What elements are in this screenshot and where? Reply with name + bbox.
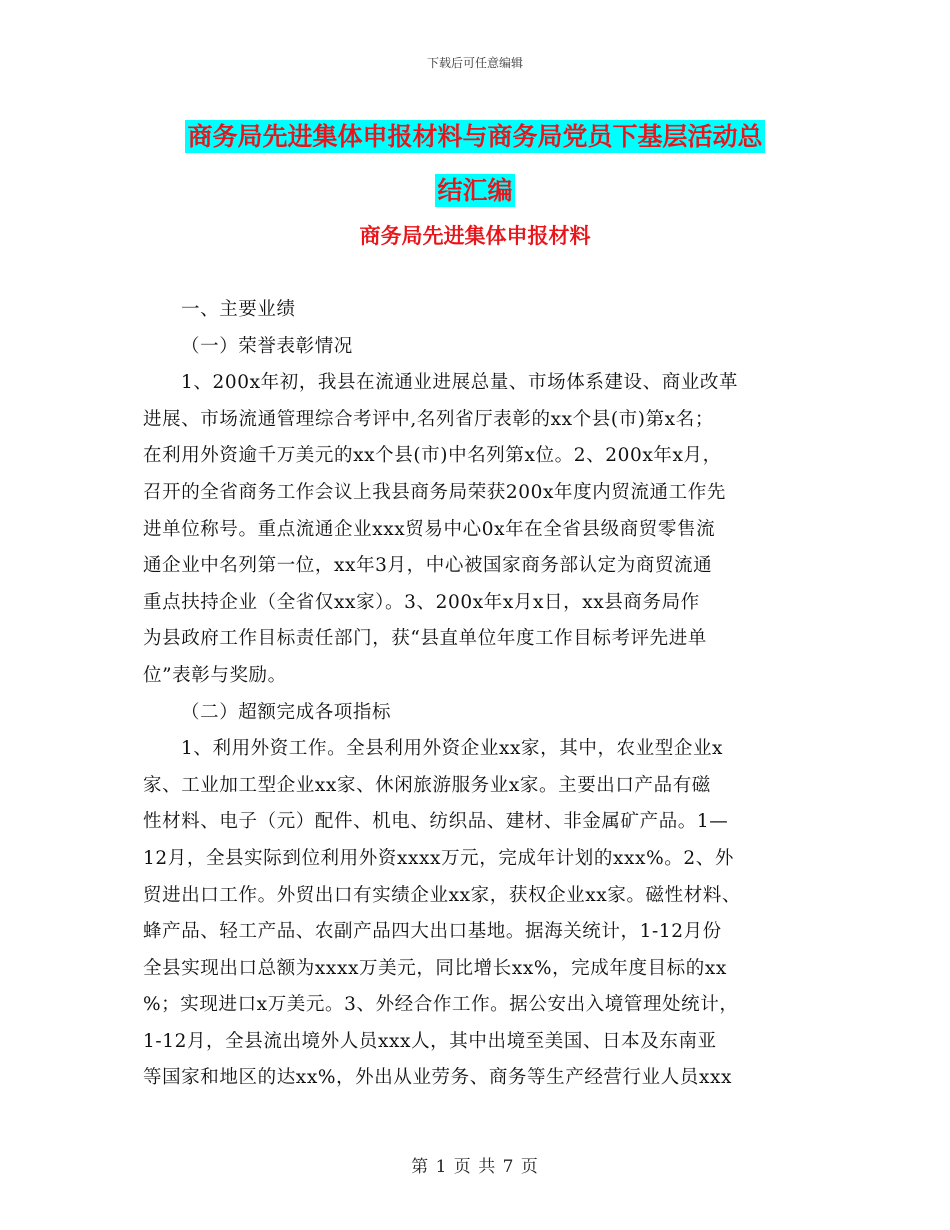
- paragraph-line: 位”表彰与奖励。: [143, 664, 287, 686]
- paragraph-line: 通企业中名列第一位，xx年3月，中心被国家商务部认定为商贸流通: [143, 555, 713, 577]
- subheading-honors: （一）荣誉表彰情况: [181, 335, 353, 357]
- paragraph-line: 进展、市场流通管理综合考评中,名列省厅表彰的xx个县(市)第x名；: [143, 408, 714, 430]
- paragraph-line: %；实现进口x万美元。3、外经合作工作。据公安出入境管理处统计，: [143, 994, 739, 1016]
- document-title: [140, 110, 810, 218]
- paragraph-line: 全县实现出口总额为xxxx万美元，同比增长xx%，完成年度目标的xx: [143, 957, 727, 979]
- title-line-2: 结汇编: [437, 176, 513, 205]
- heading-main-achievements: 一、主要业绩: [181, 299, 296, 320]
- paragraph-line: 等国家和地区的达xx%，外出从业劳务、商务等生产经营行业人员xxx: [143, 1067, 733, 1089]
- paragraph-line: 1-12月，全县流出境外人员xxx人，其中出境至美国、日本及东南亚: [143, 1030, 717, 1052]
- paragraph-line: 12月，全县实际到位利用外资xxxx万元，完成年计划的xxx%。2、外: [143, 847, 734, 869]
- paragraph-line: 在利用外资逾千万美元的xx个县(市)中名列第x位。2、200x年x月，: [143, 445, 722, 467]
- paragraph-line: 为县政府工作目标责任部门，获“县直单位年度工作目标考评先进单: [143, 628, 707, 650]
- paragraph-line: 1、200x年初，我县在流通业进展总量、市场体系建设、商业改革: [181, 372, 739, 394]
- title-line-1: 商务局先进集体申报材料与商务局党员下基层活动总: [187, 122, 763, 151]
- section-title: 商务局先进集体申报材料: [359, 224, 591, 248]
- document-body: [143, 292, 823, 1097]
- header-note: 下载后可任意编辑: [426, 56, 523, 70]
- paragraph-line: 进单位称号。重点流通企业xxx贸易中心0x年在全省县级商贸零售流: [143, 518, 716, 540]
- paragraph-line: 召开的全省商务工作会议上我县商务局荣获200x年度内贸流通工作先: [143, 481, 726, 503]
- paragraph-line: 重点扶持企业（全省仅xx家）。3、200x年x月x日，xx县商务局作: [143, 591, 700, 613]
- paragraph-line: 性材料、电子（元）配件、机电、纺织品、建材、非金属矿产品。1—: [143, 811, 729, 833]
- paragraph-line: 家、工业加工型企业xx家、休闲旅游服务业x家。主要出口产品有磁: [143, 774, 711, 796]
- subheading-targets: （二）超额完成各项指标: [181, 701, 392, 723]
- paragraph-line: 蜂产品、轻工产品、农副产品四大出口基地。据海关统计，1-12月份: [143, 921, 722, 943]
- paragraph-line: 贸进出口工作。外贸出口有实绩企业xx家，获权企业xx家。磁性材料、: [143, 884, 742, 906]
- page-number: 第 1 页 共 7 页: [411, 1157, 539, 1177]
- paragraph-line: 1、利用外资工作。全县利用外资企业xx家，其中，农业型企业x: [181, 738, 724, 760]
